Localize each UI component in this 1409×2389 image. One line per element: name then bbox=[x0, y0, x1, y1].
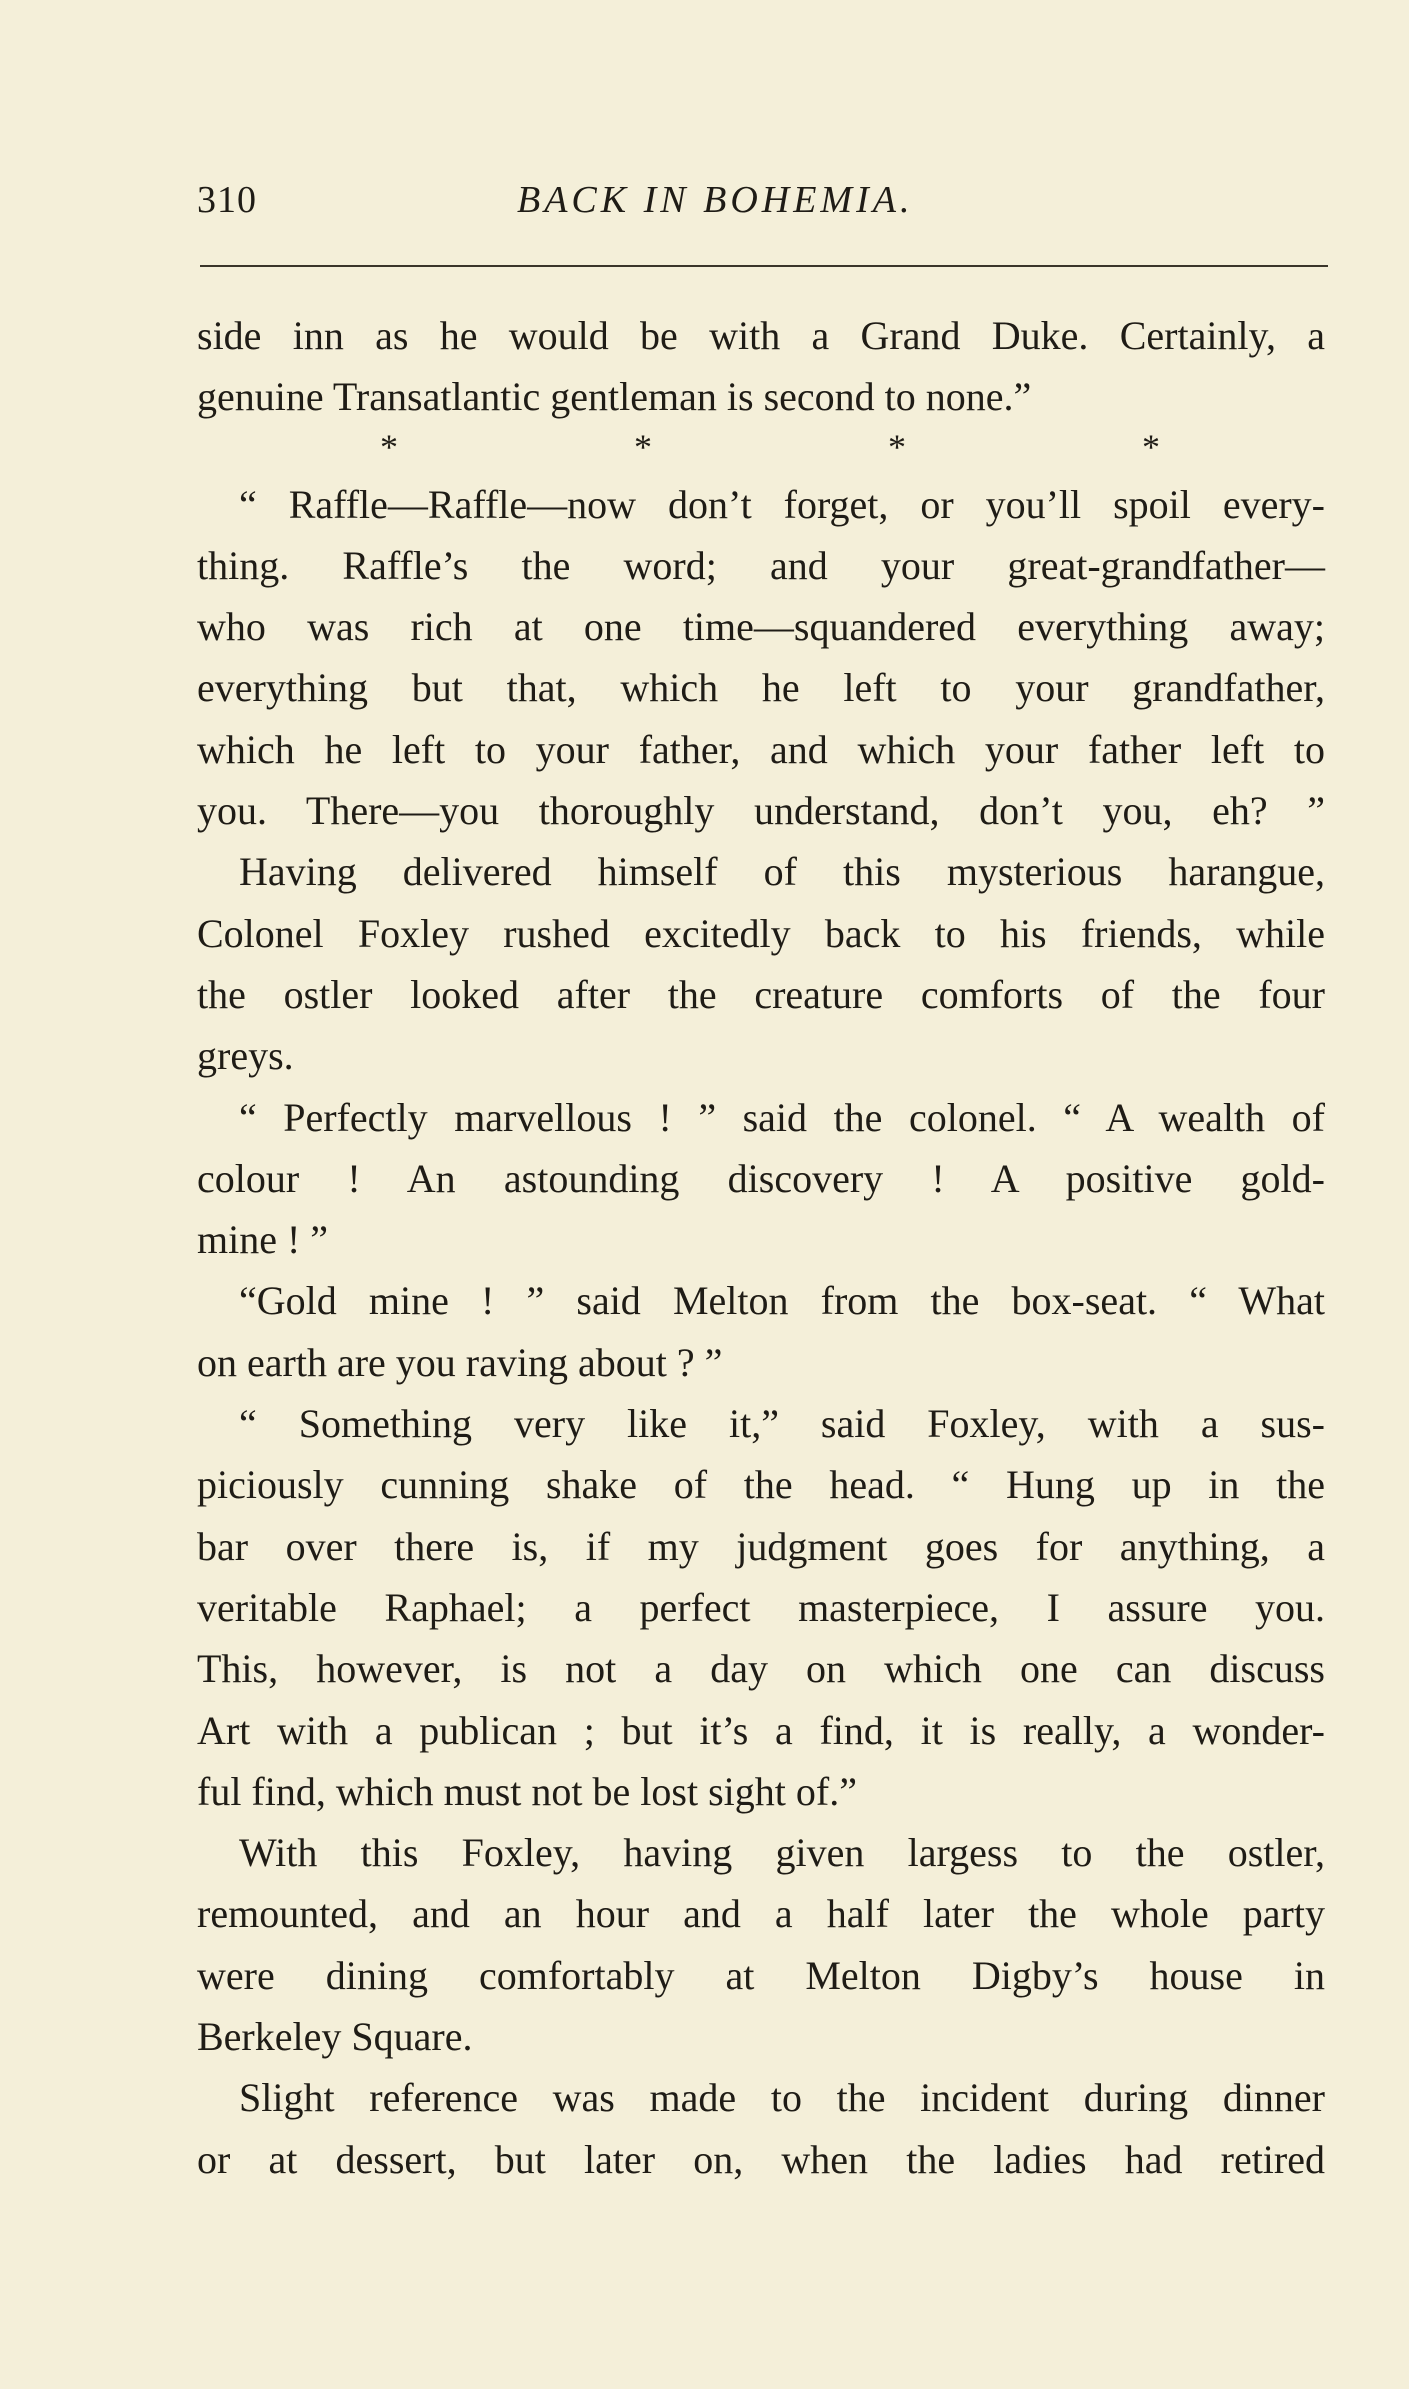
text-line: “Gold mine ! ” said Melton from the box-seat. “ What bbox=[239, 1278, 1325, 1324]
text-line: Colonel Foxley rushed excitedly back to his friends, while bbox=[197, 910, 1325, 956]
text-line: veritable Raphael; a perfect masterpiece, I assure you. bbox=[197, 1584, 1325, 1630]
paragraph bbox=[197, 1270, 1325, 1393]
text-line: ful find, which must not be lost sight of.” bbox=[197, 1768, 857, 1814]
text-line: the ostler looked after the creature comforts of the four bbox=[197, 971, 1325, 1017]
text-line: side inn as he would be with a Grand Duke. Certainly, a bbox=[197, 313, 1325, 358]
paragraph bbox=[197, 305, 1325, 428]
text-line: Slight reference was made to the incident during dinner bbox=[239, 2075, 1325, 2121]
header-rule bbox=[200, 265, 1328, 267]
text-line: on earth are you raving about ? ” bbox=[197, 1339, 723, 1385]
text-line: “ Perfectly marvellous ! ” said the colonel. “ A wealth of bbox=[239, 1094, 1325, 1140]
text-line: genuine Transatlantic gentleman is second to none.” bbox=[197, 374, 1032, 420]
text-line: “ Something very like it,” said Foxley, with a sus- bbox=[239, 1401, 1325, 1447]
running-title: BACK IN BOHEMIA. bbox=[517, 179, 914, 221]
text-line: you. There—you thoroughly understand, don’t you, eh? ” bbox=[197, 788, 1325, 834]
text-line: or at dessert, but later on, when the ladies had retired bbox=[197, 2136, 1325, 2182]
text-line: piciously cunning shake of the head. “ Hung up in the bbox=[197, 1462, 1325, 1508]
text-line: greys. bbox=[197, 1033, 294, 1079]
asterisk: * bbox=[1142, 426, 1160, 467]
text-line: remounted, and an hour and a half later the whole party bbox=[197, 1891, 1325, 1937]
paragraph bbox=[197, 2067, 1325, 2190]
paragraph bbox=[197, 1087, 1325, 1271]
text-line: “ Raffle—Raffle—now don’t forget, or you’ll spoil every- bbox=[239, 481, 1325, 527]
text-line: Berkeley Square. bbox=[197, 2014, 473, 2060]
text-line: which he left to your father, and which your father left to bbox=[197, 726, 1325, 772]
text-line: mine ! ” bbox=[197, 1217, 329, 1263]
text-line: bar over there is, if my judgment goes for anything, a bbox=[197, 1523, 1325, 1569]
text-line: were dining comfortably at Melton Digby’s house in bbox=[197, 1952, 1325, 1998]
text-line: everything but that, which he left to your grandfather, bbox=[197, 665, 1325, 711]
asterisk: * bbox=[888, 426, 906, 467]
asterisk: * bbox=[634, 426, 652, 467]
paragraph bbox=[197, 1393, 1325, 1822]
text-line: who was rich at one time—squandered everything away; bbox=[197, 604, 1325, 650]
section-separator bbox=[380, 428, 1160, 474]
paragraph bbox=[197, 841, 1325, 1086]
page-number: 310 bbox=[197, 179, 257, 221]
text-line: This, however, is not a day on which one can discuss bbox=[197, 1646, 1325, 1692]
paragraph bbox=[197, 474, 1325, 842]
body-text bbox=[197, 305, 1325, 2190]
page-header bbox=[197, 178, 1327, 234]
text-line: Art with a publican ; but it’s a find, it is really, a wonder- bbox=[197, 1707, 1325, 1753]
text-line: thing. Raffle’s the word; and your great-grandfather— bbox=[197, 542, 1325, 588]
text-line: With this Foxley, having given largess to the ostler, bbox=[239, 1830, 1325, 1876]
asterisk: * bbox=[380, 426, 398, 467]
paragraph bbox=[197, 1822, 1325, 2067]
text-line: Having delivered himself of this mysterious harangue, bbox=[239, 849, 1325, 895]
text-line: colour ! An astounding discovery ! A positive gold- bbox=[197, 1155, 1325, 1201]
